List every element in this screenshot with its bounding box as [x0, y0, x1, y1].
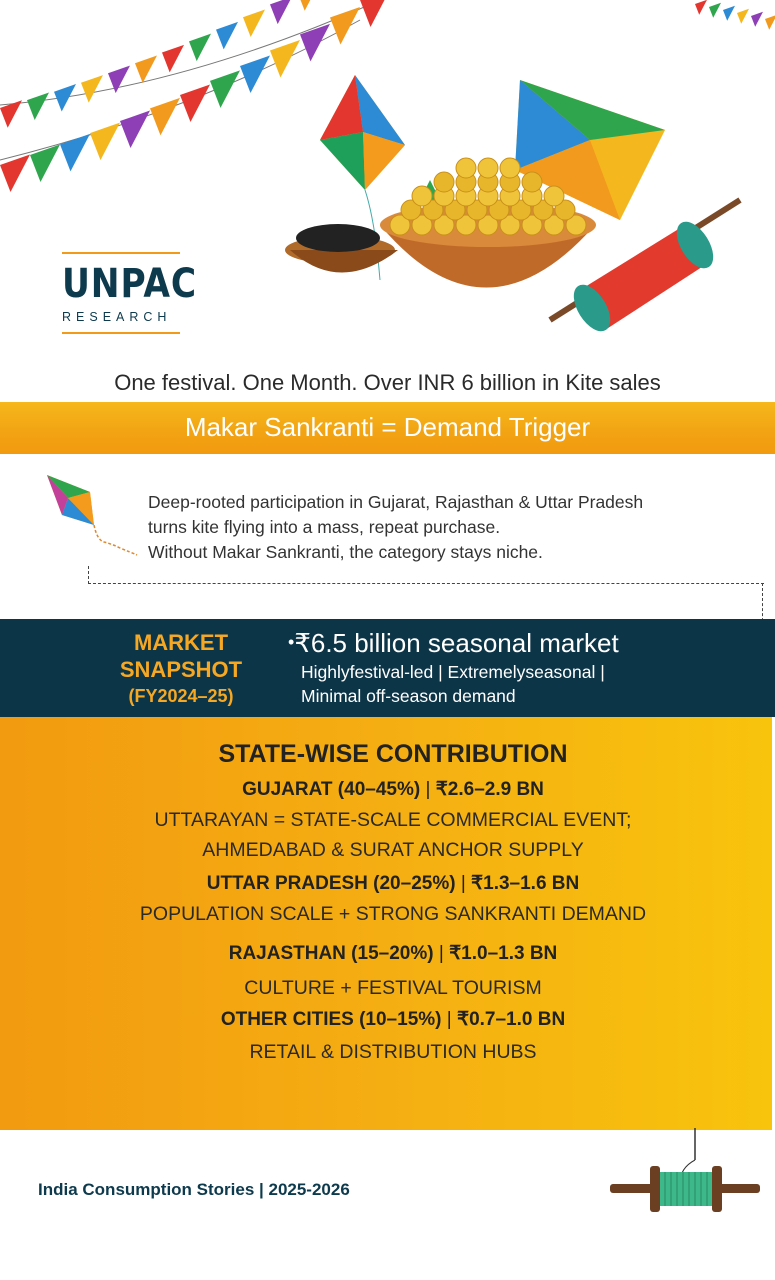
bunting-flag [270, 0, 292, 24]
bunting-flag [723, 6, 735, 21]
tagline: One festival. One Month. Over INR 6 billion in Kite sales [114, 370, 661, 395]
state-description-line: POPULATION SCALE + STRONG SANKRANTI DEMAND [139, 903, 647, 925]
bunting-flag [695, 0, 707, 15]
snapshot-title [96, 629, 266, 709]
bunting-flag [210, 70, 240, 108]
snapshot-detail-line: Minimal off-season demand [301, 686, 516, 706]
snapshot-detail [301, 660, 605, 708]
dashed-connector [88, 583, 764, 584]
state-heading: GUJARAT (40–45%) | ₹2.6–2.9 BN [242, 779, 544, 800]
logo-wordmark: UNPAC [62, 261, 197, 307]
laddoo [500, 158, 520, 178]
dashed-connector [88, 566, 89, 584]
bunting-flag [60, 134, 90, 172]
bunting-flag [180, 84, 210, 122]
intro-line: Deep-rooted participation in Gujarat, Rajasthan & Uttar Pradesh [148, 492, 644, 512]
snapshot-headline-text: ₹6.5 billion seasonal market [294, 628, 619, 658]
state-description-line: AHMEDABAD & SURAT ANCHOR SUPPLY [202, 839, 584, 861]
state-description [0, 1037, 775, 1067]
state-heading: RAJASTHAN (15–20%) | ₹1.0–1.3 BN [228, 943, 558, 964]
bunting-flag [162, 45, 184, 73]
bunting-flag [751, 12, 763, 27]
bunting-flag [189, 34, 211, 62]
state-wise-title: STATE-WISE CONTRIBUTION [218, 740, 568, 768]
bunting-flag [709, 3, 721, 18]
bunting-flag [243, 10, 265, 38]
intro-line: Without Makar Sankranti, the category stays niche. [148, 542, 543, 562]
bullet: • [288, 632, 295, 652]
state-wise-panel [0, 717, 772, 1130]
state-description [0, 973, 775, 1003]
festival-illustration [280, 60, 750, 340]
laddoo [456, 158, 476, 178]
state-description [0, 899, 775, 929]
snapshot-title-line: MARKET [133, 630, 229, 655]
intro-text [148, 490, 758, 565]
bunting-flag [90, 123, 120, 160]
bunting-flag [120, 111, 150, 149]
logo-rule-top [62, 252, 180, 254]
logo-subtitle: RESEARCH [62, 310, 172, 324]
laddoo [522, 172, 542, 192]
state-value: ₹0.7–1.0 BN [456, 1009, 566, 1030]
state-name: UTTAR PRADESH (20–25%) [206, 873, 456, 894]
bunting-flag [297, 0, 319, 11]
bunting-flag [135, 55, 157, 83]
bunting-flag [54, 84, 76, 112]
bunting-flag [765, 15, 775, 30]
bunting-flag [27, 92, 49, 120]
state-value: ₹2.6–2.9 BN [435, 779, 544, 800]
kite-icon [42, 470, 142, 565]
unpac-research-logo [62, 252, 197, 342]
bunting-flag [81, 75, 103, 103]
bunting-flag [240, 56, 270, 93]
laddoo [544, 186, 564, 206]
state-heading: UTTAR PRADESH (20–25%) | ₹1.3–1.6 BN [206, 873, 580, 894]
snapshot-title-line: SNAPSHOT [119, 657, 243, 682]
bunting-flag [30, 145, 60, 183]
intro-line: turns kite flying into a mass, repeat purchase. [148, 517, 501, 537]
snapshot-detail-line: Highlyfestival-led | Extremelyseasonal | [301, 662, 605, 682]
bunting-flag [360, 0, 390, 27]
state-description-line: RETAIL & DISTRIBUTION HUBS [249, 1041, 537, 1063]
logo-rule-bottom [62, 332, 180, 334]
laddoo [478, 158, 498, 178]
state-heading: OTHER CITIES (10–15%) | ₹0.7–1.0 BN [220, 1009, 566, 1030]
bunting-flag [300, 24, 330, 62]
state-description-line: UTTARAYAN = STATE-SCALE COMMERCIAL EVENT; [154, 809, 632, 831]
snapshot-headline [288, 627, 619, 658]
bunting-flag [737, 9, 749, 24]
state-name: RAJASTHAN (15–20%) [228, 943, 434, 964]
state-name: OTHER CITIES (10–15%) [220, 1009, 442, 1030]
state-value: ₹1.0–1.3 BN [449, 943, 558, 964]
state-description-line: CULTURE + FESTIVAL TOURISM [244, 977, 542, 999]
bunting-flag [330, 7, 360, 45]
state-description [0, 805, 775, 865]
bunting-flag [0, 155, 30, 193]
bunting-flag [216, 22, 238, 50]
snapshot-period: (FY2024–25) [128, 686, 234, 706]
bunting-flag [150, 98, 180, 136]
footer-series-label: India Consumption Stories | 2025-2026 [38, 1180, 350, 1199]
state-name: GUJARAT (40–45%) [242, 779, 421, 800]
laddoo [434, 172, 454, 192]
market-snapshot-panel [0, 619, 775, 717]
laddoo [412, 186, 432, 206]
spool-icon [610, 1128, 760, 1228]
state-value: ₹1.3–1.6 BN [471, 873, 580, 894]
sesame-bowl-illustration [285, 224, 398, 273]
headline-banner: Makar Sankranti = Demand Trigger [0, 402, 775, 454]
